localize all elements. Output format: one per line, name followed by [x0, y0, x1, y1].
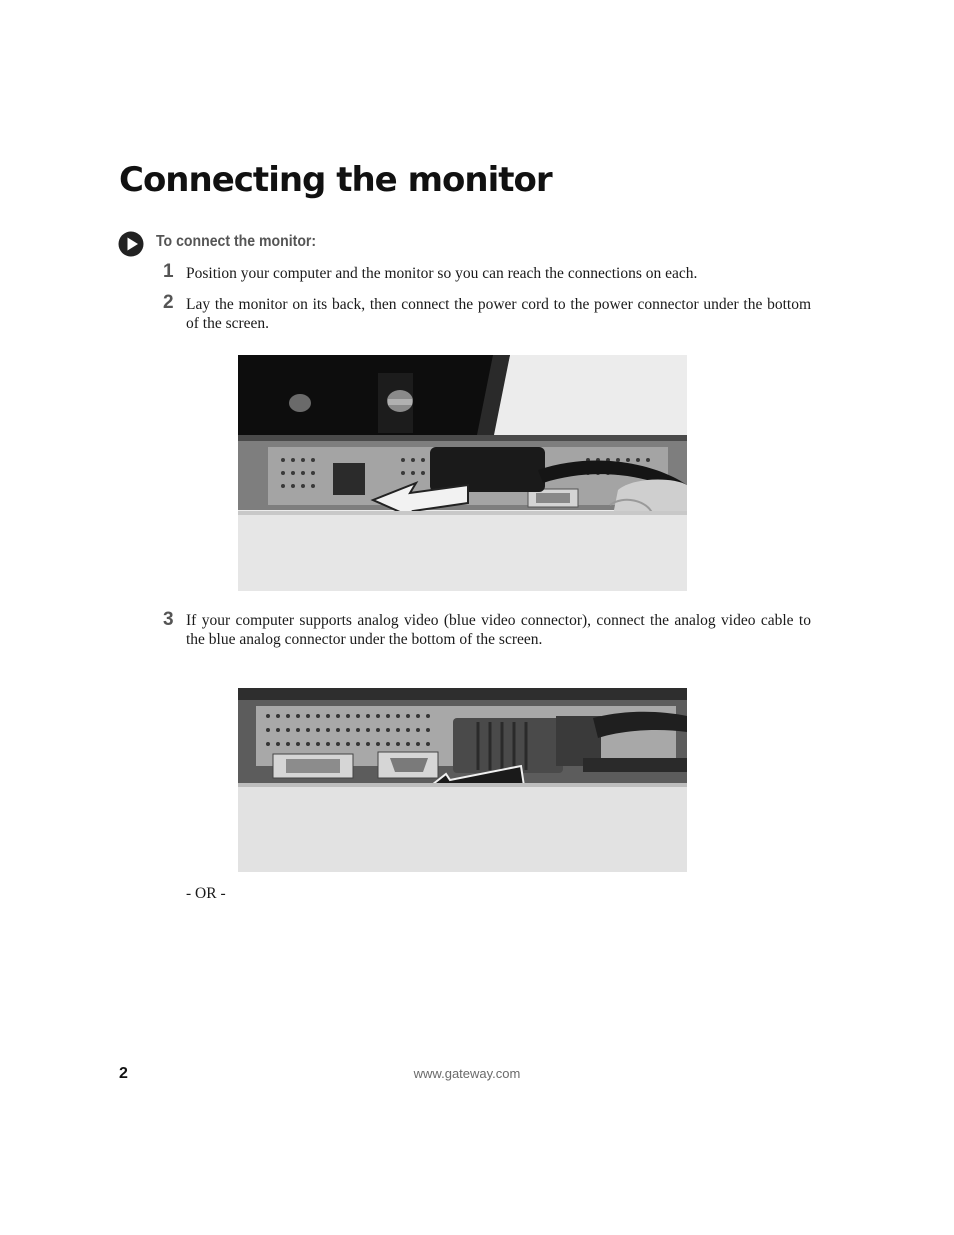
step-number-3: 3 [163, 609, 174, 630]
procedure-heading: To connect the monitor: [156, 233, 317, 250]
footer-url[interactable]: www.gateway.com [413, 1066, 521, 1081]
step-number-1: 1 [163, 261, 174, 282]
step-text-1: Position your computer and the monitor so you can reach the connections on each. [186, 265, 698, 282]
or-separator: - OR - [186, 885, 226, 902]
step-text-2: Lay the monitor on its back, then connect the power cord to the power connector under the bottom of the screen. [186, 296, 811, 332]
page-number: 2 [119, 1065, 128, 1082]
step-number-2: 2 [163, 292, 174, 313]
power-cord-photo [238, 355, 687, 591]
analog-video-photo [238, 688, 687, 872]
page-title: Connecting the monitor [119, 160, 552, 200]
arrow-right-circle-icon [118, 231, 144, 257]
step-text-3: If your computer supports analog video (blue video connector), connect the analog video cable to the blue analog connector under the bottom of the screen. [186, 612, 811, 648]
